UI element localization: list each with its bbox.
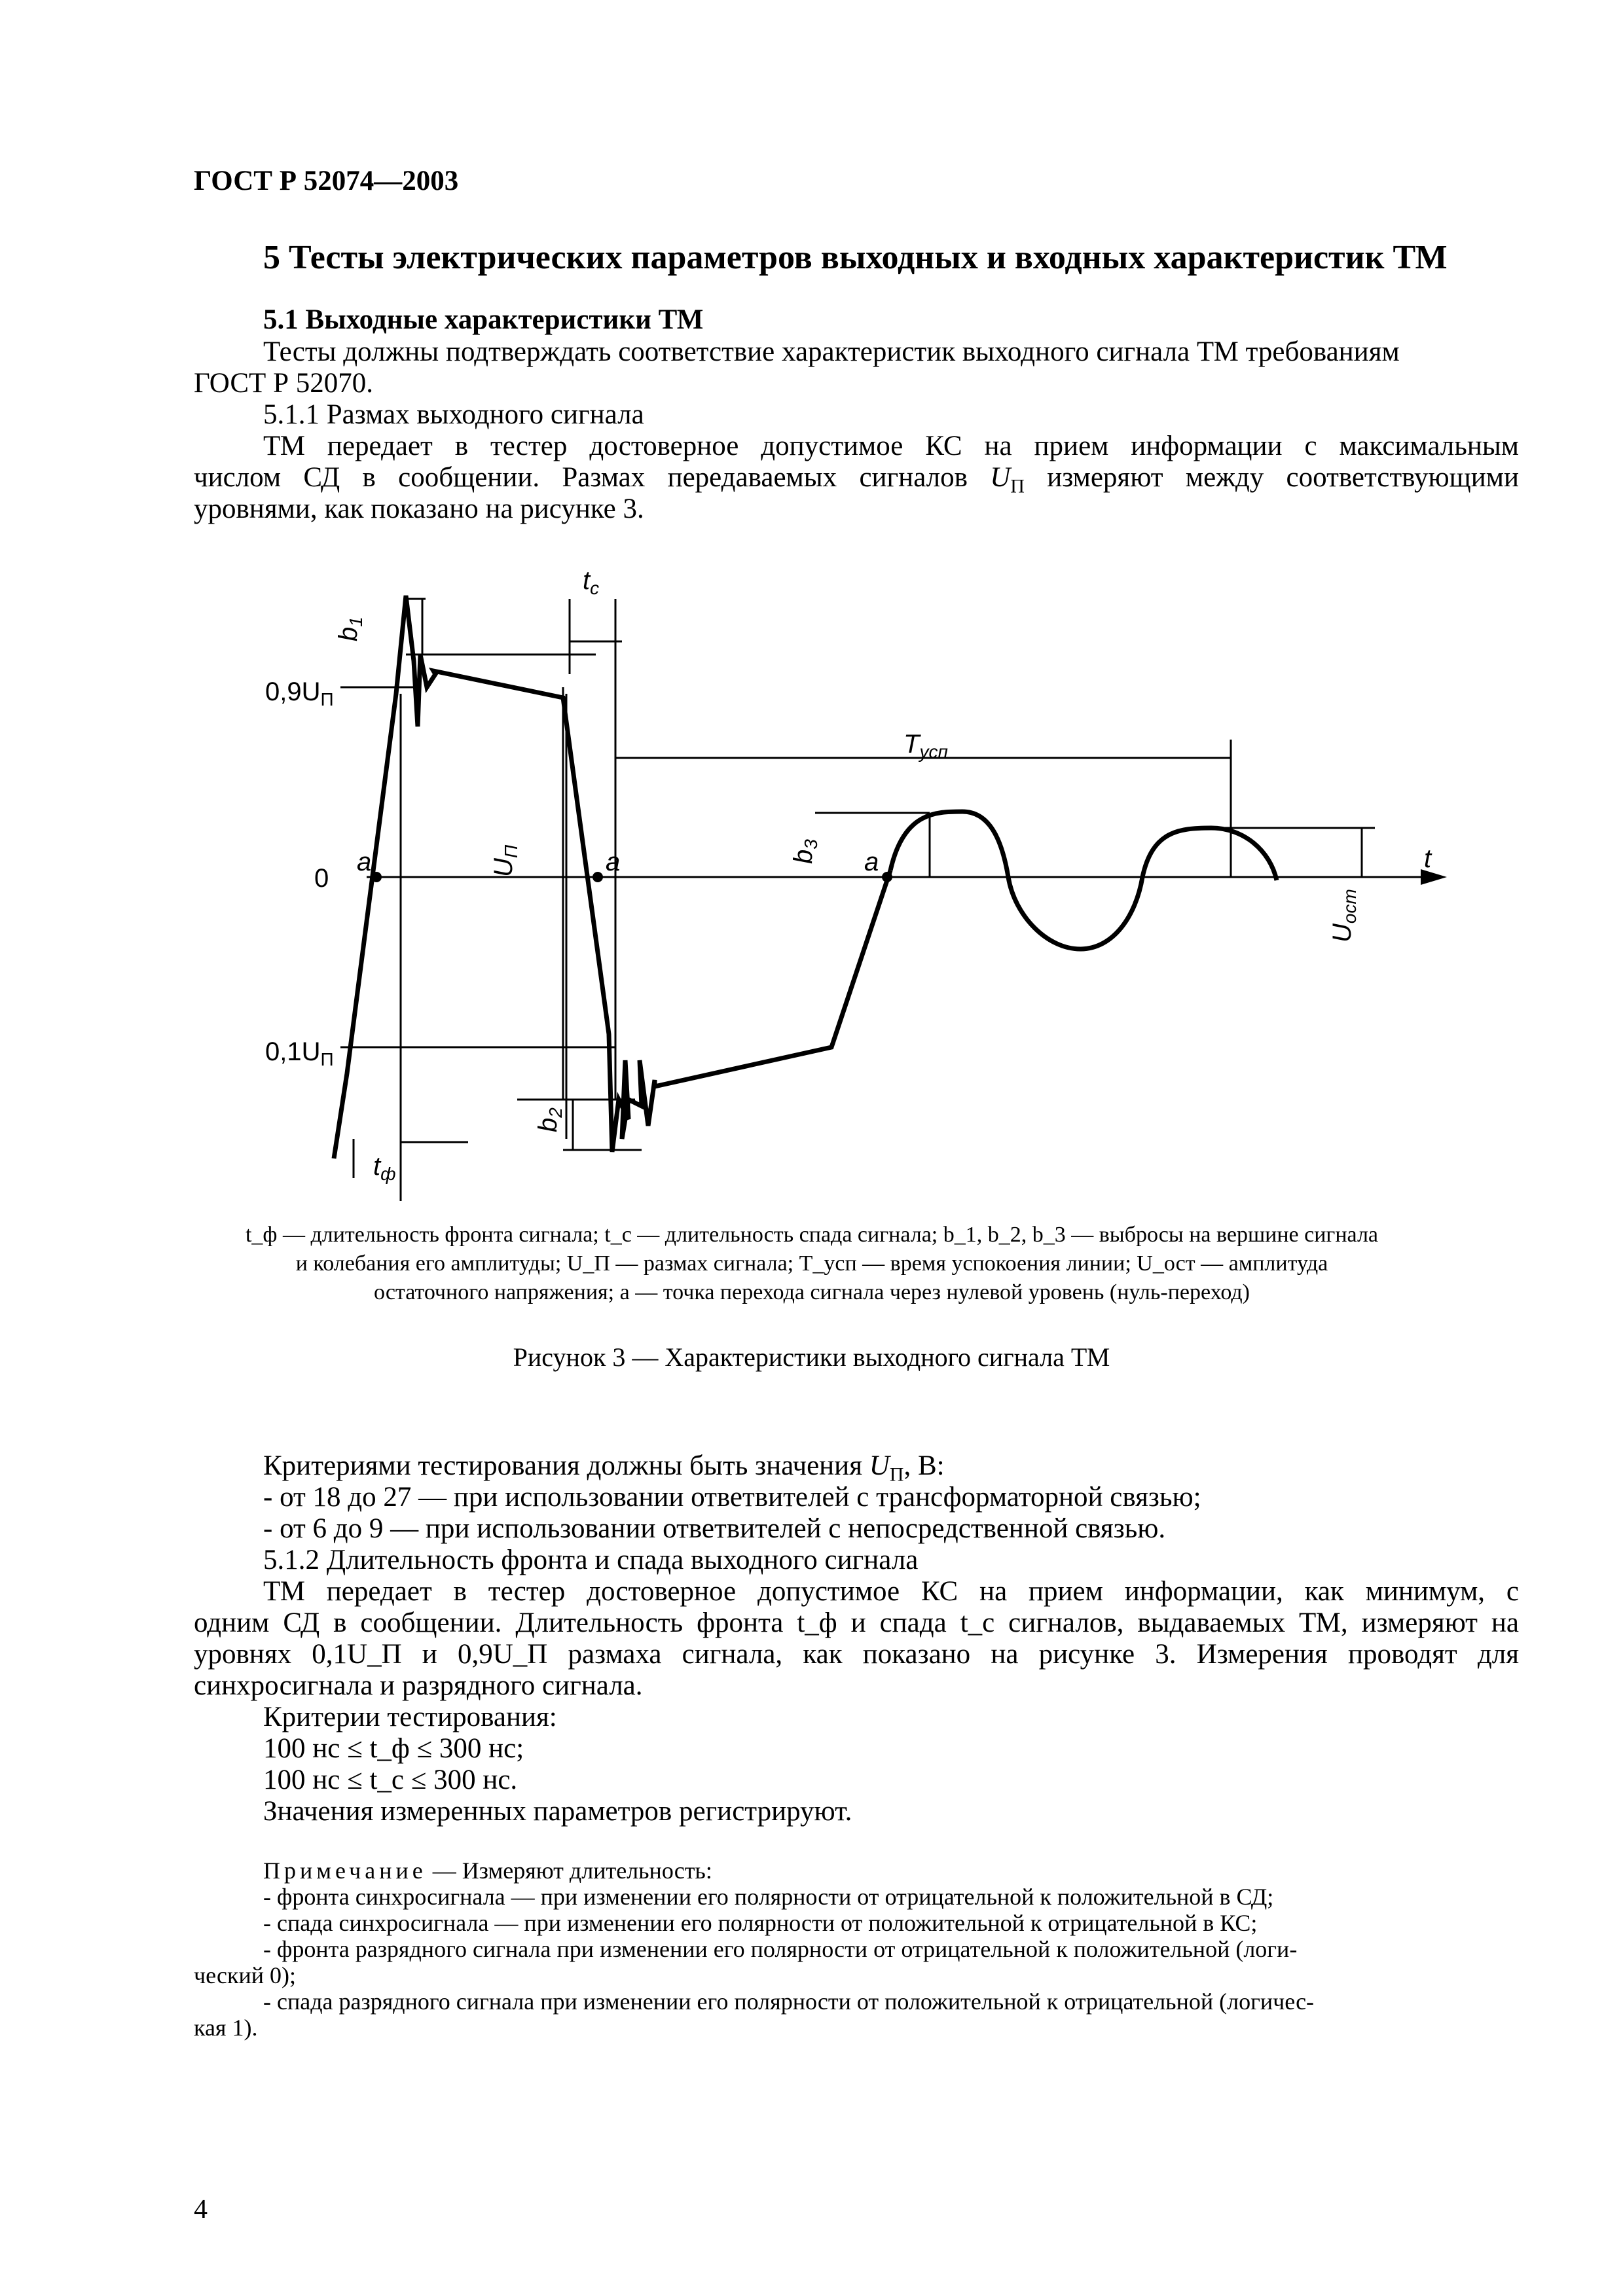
- up-label: [489, 844, 521, 877]
- note-item: - спада разрядного сигнала при изменении его полярности от положительной к отрицательной (логичес-: [263, 1988, 1315, 2015]
- b1-label: [334, 617, 366, 641]
- page-number: 4: [194, 2195, 208, 2225]
- section-title: 5 Тесты электрических параметров выходных и входных характеристик ТМ: [263, 239, 1448, 276]
- paragraph-line: одним СД в сообщении. Длительность фронта t_ф и спада t_c сигналов, выдаваемых ТМ, измеряют на: [194, 1607, 1519, 1638]
- criteria-item: 100 нс ≤ t_ф ≤ 300 нс;: [263, 1733, 524, 1764]
- point-a-label: a: [357, 848, 372, 876]
- clause-5-1-1: 5.1.1 Размах выходного сигнала: [263, 399, 644, 430]
- figure-caption: Рисунок 3 — Характеристики выходного сигнала ТМ: [513, 1342, 1110, 1372]
- svg-text:UП: $U_П$: [489, 844, 521, 877]
- uost-label: [1328, 889, 1360, 942]
- subsection-title: 5.1 Выходные характеристики ТМ: [263, 304, 704, 335]
- paragraph-line: ТМ передает в тестер достоверное допустимое КС на прием информации с максимальным: [263, 431, 1519, 461]
- criteria-intro: Критериями тестирования должны быть значения $U_П$, В:: [263, 1450, 945, 1486]
- criteria-item: - от 6 до 9 — при использовании ответвителей с непосредственной связью.: [263, 1513, 1166, 1544]
- zero-crossing-point: [371, 872, 382, 882]
- zero-label: 0: [314, 864, 329, 893]
- t-axis-label: t: [1424, 844, 1432, 873]
- paragraph-line: синхросигнала и разрядного сигнала.: [194, 1670, 643, 1701]
- point-a-label: a: [864, 848, 879, 876]
- level-01-label: $0,1U_П$: [265, 1037, 334, 1069]
- figure-legend: t_ф — длительность фронта сигнала; t_c — длительность спада сигнала; b_1, b_2, b_3 — выбросы на вершине сигнала и колебания его амплитуды; U_П — размах сигнала; T_усп — время успокоения линии; U_ост — амплитуда остаточного напряжения; a — точка перехода сигнала через нулевой уровень (нуль-переход): [245, 1223, 1378, 1304]
- paragraph-line: числом СД в сообщении. Размах передаваемых сигналов $U_П$ измеряют между соответствующими: [194, 462, 1519, 497]
- paragraph-line: ГОСТ Р 52070.: [194, 368, 373, 399]
- zero-crossing-point: [593, 872, 603, 882]
- paragraph-line: Значения измеренных параметров регистрируют.: [263, 1796, 852, 1827]
- tusp-label: $T_{усп}$: [903, 730, 948, 762]
- damped-oscillation: [890, 812, 1277, 949]
- zero-crossing-point: [882, 872, 892, 882]
- criteria-title: Критерии тестирования:: [263, 1702, 557, 1732]
- signal-diagram: [249, 563, 1480, 1217]
- b2-label: [534, 1107, 566, 1132]
- paragraph-line: Тесты должны подтверждать соответствие характеристик выходного сигнала ТМ требованиям: [263, 336, 1400, 367]
- criteria-item: - от 18 до 27 — при использовании ответвителей с трансформаторной связью;: [263, 1482, 1201, 1513]
- note-item: - спада синхросигнала — при изменении его полярности от положительной к отрицательной в КС;: [263, 1910, 1258, 1936]
- svg-text:b2: $b_2$: [534, 1107, 566, 1132]
- point-a-label: a: [606, 848, 621, 876]
- tc-label: $t_c$: [583, 566, 600, 598]
- paragraph-line: уровнями, как показано на рисунке 3.: [194, 493, 644, 524]
- note-heading: Примечание — Измеряют длительность:: [263, 1857, 712, 1884]
- note-item: ческий 0);: [194, 1962, 296, 1988]
- paragraph-line: ТМ передает в тестер достоверное допустимое КС на прием информации, как минимум, с: [263, 1576, 1519, 1607]
- note-item: - фронта синхросигнала — при изменении его полярности от отрицательной к положительной в СД;: [263, 1884, 1274, 1910]
- criteria-item: 100 нс ≤ t_c ≤ 300 нс.: [263, 1765, 518, 1795]
- svg-text:b1: $b_1$: [334, 617, 366, 641]
- document-header: ГОСТ Р 52074—2003: [194, 166, 459, 196]
- clause-5-1-2: 5.1.2 Длительность фронта и спада выходного сигнала: [263, 1545, 919, 1575]
- paragraph-line: уровнях 0,1U_П и 0,9U_П размаха сигнала, как показано на рисунке 3. Измерения проводят для: [194, 1639, 1519, 1670]
- level-09-label: $0,9U_П$: [265, 677, 334, 709]
- note-item: - фронта разрядного сигнала при изменении его полярности от отрицательной к положительной (логи-: [263, 1936, 1298, 1962]
- tf-label: $t_ф$: [373, 1152, 396, 1184]
- svg-text:b3: $b_3$: [789, 839, 821, 864]
- svg-text:Uост: $U_{ост}$: [1328, 889, 1360, 942]
- note-item: кая 1).: [194, 2015, 258, 2041]
- b3-label: [789, 839, 821, 864]
